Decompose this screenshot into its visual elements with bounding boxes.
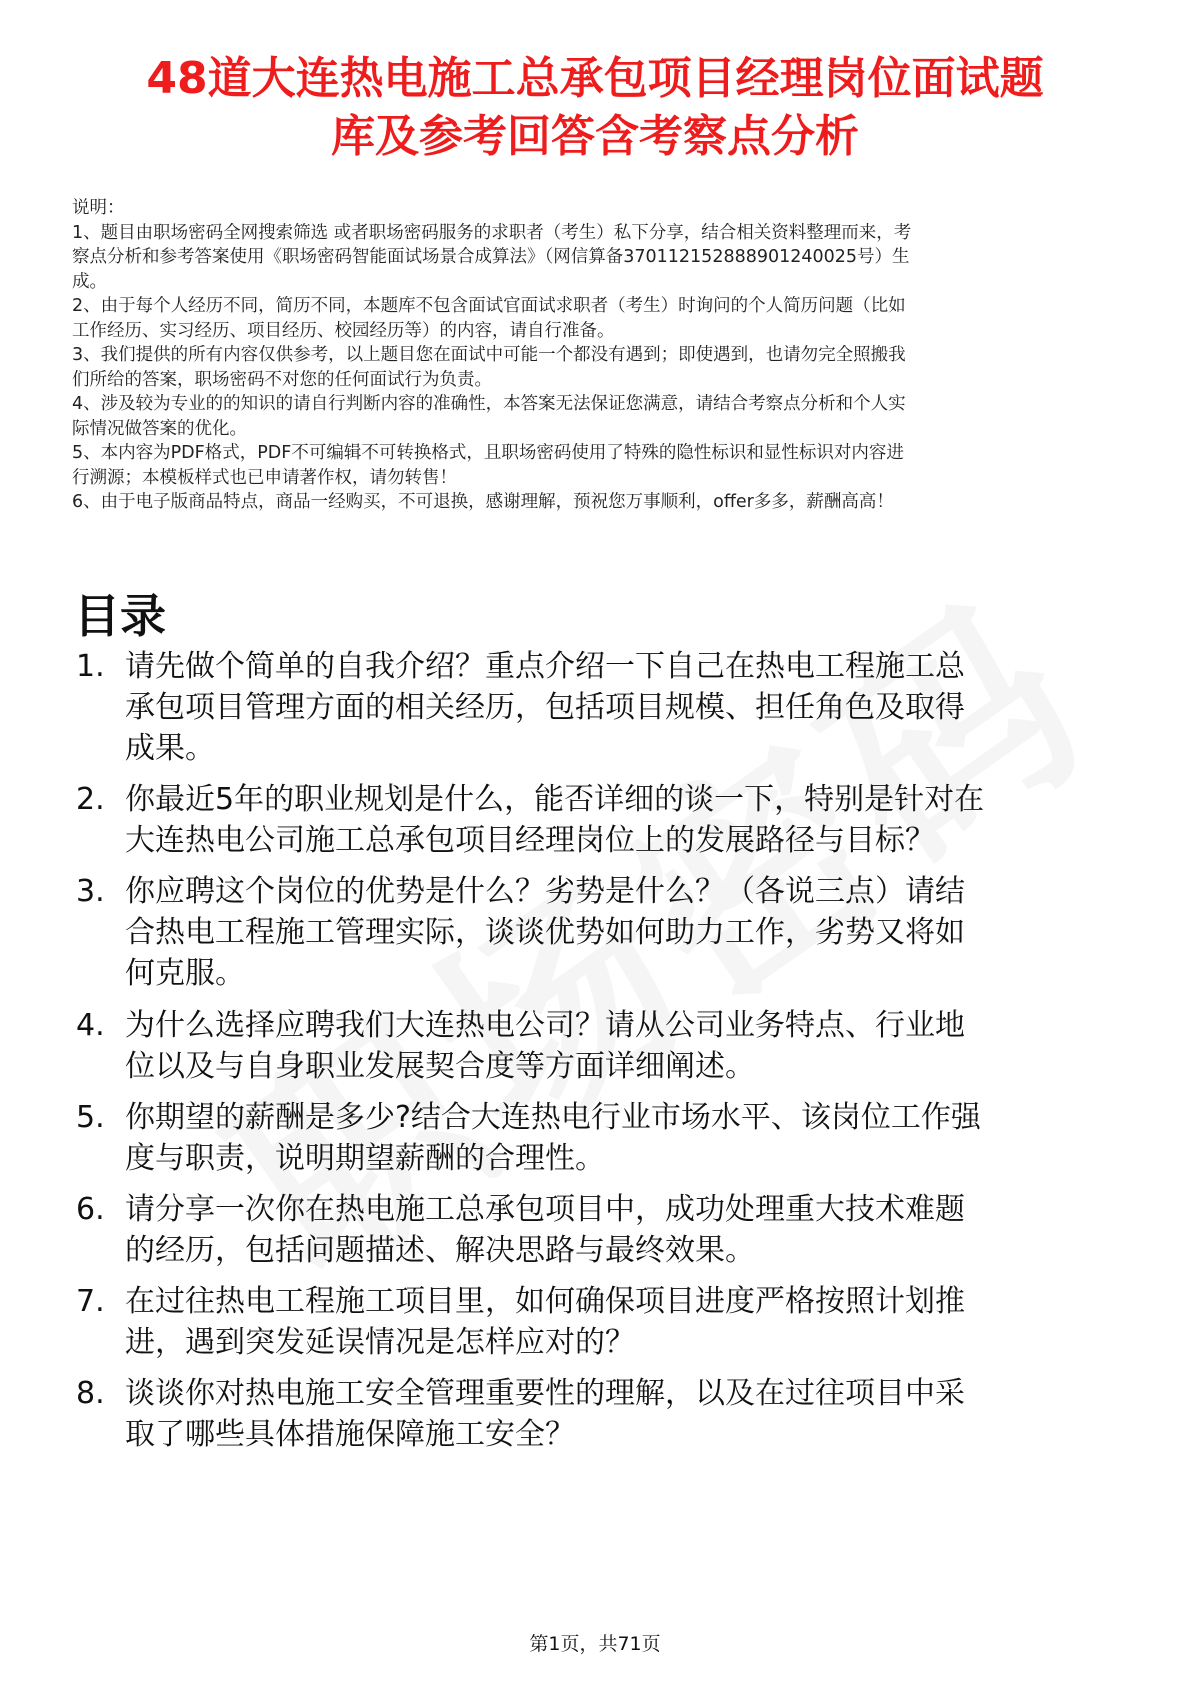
note-line: 工作经历、实习经历、项目经历、校园经历等）的内容，请自行准备。	[72, 320, 615, 341]
note-line: 4、涉及较为专业的的知识的请自行判断内容的准确性，本答案无法保证您满意，请结合考察点分析和个人实	[72, 394, 906, 414]
note-line: 2、由于每个人经历不同，简历不同，本题库不包含面试官面试求职者（考生）时询问的个人简历问题（比如	[72, 296, 906, 316]
document-title	[50, 50, 1140, 166]
toc-item-number: 2.	[76, 782, 105, 817]
note-line: 1、题目由职场密码全网搜索筛选 或者职场密码服务的求职者（考生）私下分享，结合相关资料整理而来，考	[72, 222, 912, 243]
note-line: 5、本内容为PDF格式，PDF不可编辑不可转换格式，且职场密码使用了特殊的隐性标识和显性标识对内容进	[72, 443, 904, 463]
toc-item-text	[125, 1005, 965, 1087]
toc-item-line: 在过往热电工程施工项目里，如何确保项目进度严格按照计划推	[125, 1284, 965, 1319]
toc-item-text	[125, 1373, 965, 1455]
toc-item-line: 合热电工程施工管理实际，谈谈优势如何助力工作，劣势又将如	[125, 915, 965, 950]
toc-item-line: 你最近5年的职业规划是什么，能否详细的谈一下，特别是针对在	[125, 782, 985, 817]
toc-item-text	[125, 1281, 965, 1363]
toc-item-number: 5.	[76, 1100, 105, 1135]
toc-item-text	[125, 1189, 965, 1271]
page-number: 第1页，共71页	[529, 1633, 661, 1655]
note-line: 际情况做答案的优化。	[72, 418, 247, 439]
toc-item-line: 成果。	[125, 731, 215, 766]
toc-item-number: 7.	[76, 1284, 105, 1319]
toc-item-line: 为什么选择应聘我们大连热电公司？请从公司业务特点、行业地	[125, 1008, 965, 1043]
title-line: 48道大连热电施工总承包项目经理岗位面试题	[146, 53, 1044, 104]
toc-item-number: 6.	[76, 1192, 105, 1227]
note-line: 6、由于电子版商品特点，商品一经购买，不可退换，感谢理解，预祝您万事顺利，offer多多，薪酬高高！	[72, 492, 894, 512]
toc-item-line: 你应聘这个岗位的优势是什么？劣势是什么？（各说三点）请结	[125, 874, 965, 909]
instructions-block	[72, 196, 1132, 515]
note-line: 们所给的答案，职场密码不对您的任何面试行为负责。	[72, 369, 492, 390]
toc-item-number: 4.	[76, 1008, 105, 1043]
toc-item-line: 请先做个简单的自我介绍？重点介绍一下自己在热电工程施工总	[125, 649, 965, 684]
toc-item-line: 取了哪些具体措施保障施工安全？	[125, 1417, 575, 1452]
toc-item-line: 位以及与自身职业发展契合度等方面详细阐述。	[125, 1049, 755, 1084]
toc-item-text	[125, 646, 965, 769]
toc-item-line: 谈谈你对热电施工安全管理重要性的理解，以及在过往项目中采	[125, 1376, 965, 1411]
toc-item-number: 1.	[76, 649, 105, 684]
note-line: 察点分析和参考答案使用《职场密码智能面试场景合成算法》（网信算备370112152888901240025号）生	[72, 247, 910, 267]
title-line: 库及参考回答含考察点分析	[331, 111, 859, 162]
toc-item-text	[125, 1097, 981, 1179]
toc-item-line: 你期望的薪酬是多少?结合大连热电行业市场水平、该岗位工作强	[125, 1100, 981, 1135]
toc-item-number: 3.	[76, 874, 105, 909]
toc-heading: 目录	[74, 589, 166, 643]
toc-item-line: 的经历，包括问题描述、解决思路与最终效果。	[125, 1233, 755, 1268]
toc-item-line: 度与职责，说明期望薪酬的合理性。	[125, 1141, 605, 1176]
toc-item-line: 请分享一次你在热电施工总承包项目中，成功处理重大技术难题	[125, 1192, 965, 1227]
toc-item-line: 进，遇到突发延误情况是怎样应对的？	[125, 1325, 635, 1360]
note-line: 说明：	[72, 198, 125, 218]
toc-item-text	[125, 871, 965, 994]
toc-item-line: 大连热电公司施工总承包项目经理岗位上的发展路径与目标？	[125, 823, 935, 858]
toc-item-number: 8.	[76, 1376, 105, 1411]
toc-item-line: 何克服。	[125, 956, 245, 991]
note-line: 3、我们提供的所有内容仅供参考，以上题目您在面试中可能一个都没有遇到；即使遇到，也请勿完全照搬我	[72, 345, 906, 365]
note-line: 行溯源；本模板样式也已申请著作权，请勿转售！	[72, 467, 457, 488]
note-line: 成。	[72, 271, 107, 292]
toc-item-text	[125, 779, 984, 861]
toc-item-line: 承包项目管理方面的相关经历，包括项目规模、担任角色及取得	[125, 690, 965, 725]
